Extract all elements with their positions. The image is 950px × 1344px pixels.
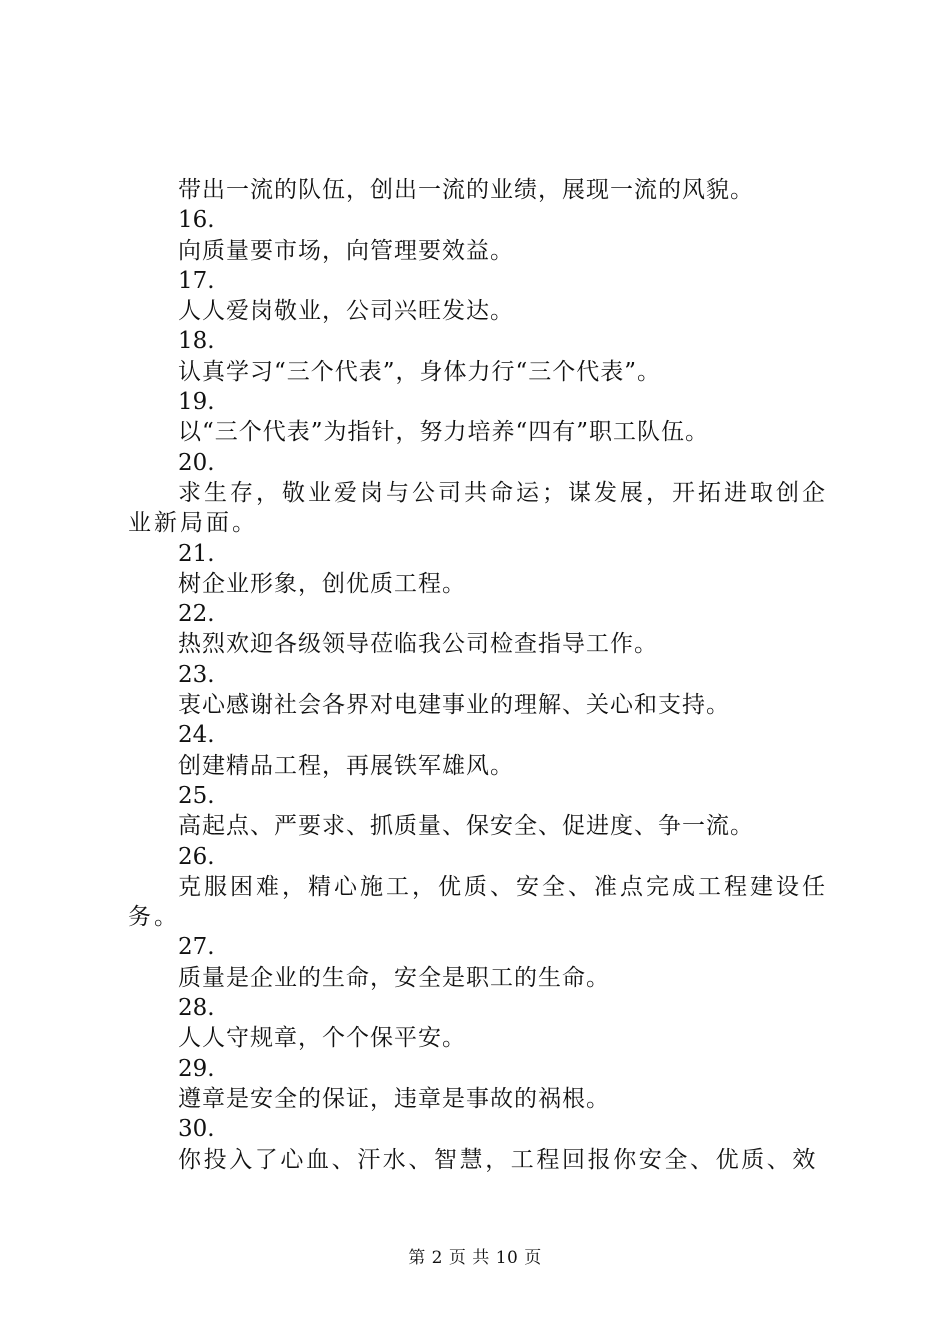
item-number: 16. <box>178 207 215 234</box>
item-number: 28. <box>178 995 215 1022</box>
item-number: 21. <box>178 540 215 567</box>
slogan-text: 遵章是安全的保证，违章是事故的祸根。 <box>178 1085 610 1112</box>
slogan-text: 衷心感谢社会各界对电建事业的理解、关心和支持。 <box>178 692 730 719</box>
item-number: 24. <box>178 722 215 749</box>
slogan-text: 求生存，敬业爱岗与公司共命运；谋发展，开拓进取创企业新局面。 <box>128 479 828 537</box>
slogan-text: 认真学习“三个代表”，身体力行“三个代表”。 <box>178 358 662 385</box>
slogan-text: 高起点、严要求、抓质量、保安全、促进度、争一流。 <box>178 813 754 840</box>
item-number: 29. <box>178 1055 215 1082</box>
slogan-text: 质量是企业的生命，安全是职工的生命。 <box>178 964 610 991</box>
item-number: 30. <box>178 1116 215 1143</box>
item-number: 18. <box>178 328 215 355</box>
slogan-text: 带出一流的队伍，创出一流的业绩，展现一流的风貌。 <box>178 177 754 203</box>
page-footer: 第 2 页 共 10 页 <box>408 1248 542 1268</box>
item-number: 27. <box>178 934 215 961</box>
item-number: 25. <box>178 782 215 809</box>
slogan-text: 创建精品工程，再展铁军雄风。 <box>178 752 514 779</box>
item-number: 23. <box>178 661 215 688</box>
slogan-list <box>128 175 833 1175</box>
slogan-text: 向质量要市场，向管理要效益。 <box>178 237 514 264</box>
slogan-text: 以“三个代表”为指针，努力培养“四有”职工队伍。 <box>178 419 710 446</box>
slogan-text: 克服困难，精心施工，优质、安全、准点完成工程建设任务。 <box>128 873 828 931</box>
slogan-text: 你投入了心血、汗水、智慧，工程回报你安全、优质、效 <box>178 1146 818 1173</box>
slogan-text: 人人守规章，个个保平安。 <box>178 1025 466 1052</box>
item-number: 19. <box>178 389 215 416</box>
item-number: 20. <box>178 449 215 476</box>
item-number: 22. <box>178 601 215 628</box>
slogan-text: 人人爱岗敬业，公司兴旺发达。 <box>178 298 514 325</box>
item-number: 26. <box>178 843 215 870</box>
item-number: 17. <box>178 267 215 294</box>
slogan-text: 热烈欢迎各级领导莅临我公司检查指导工作。 <box>178 631 658 658</box>
slogan-text: 树企业形象，创优质工程。 <box>178 570 466 597</box>
